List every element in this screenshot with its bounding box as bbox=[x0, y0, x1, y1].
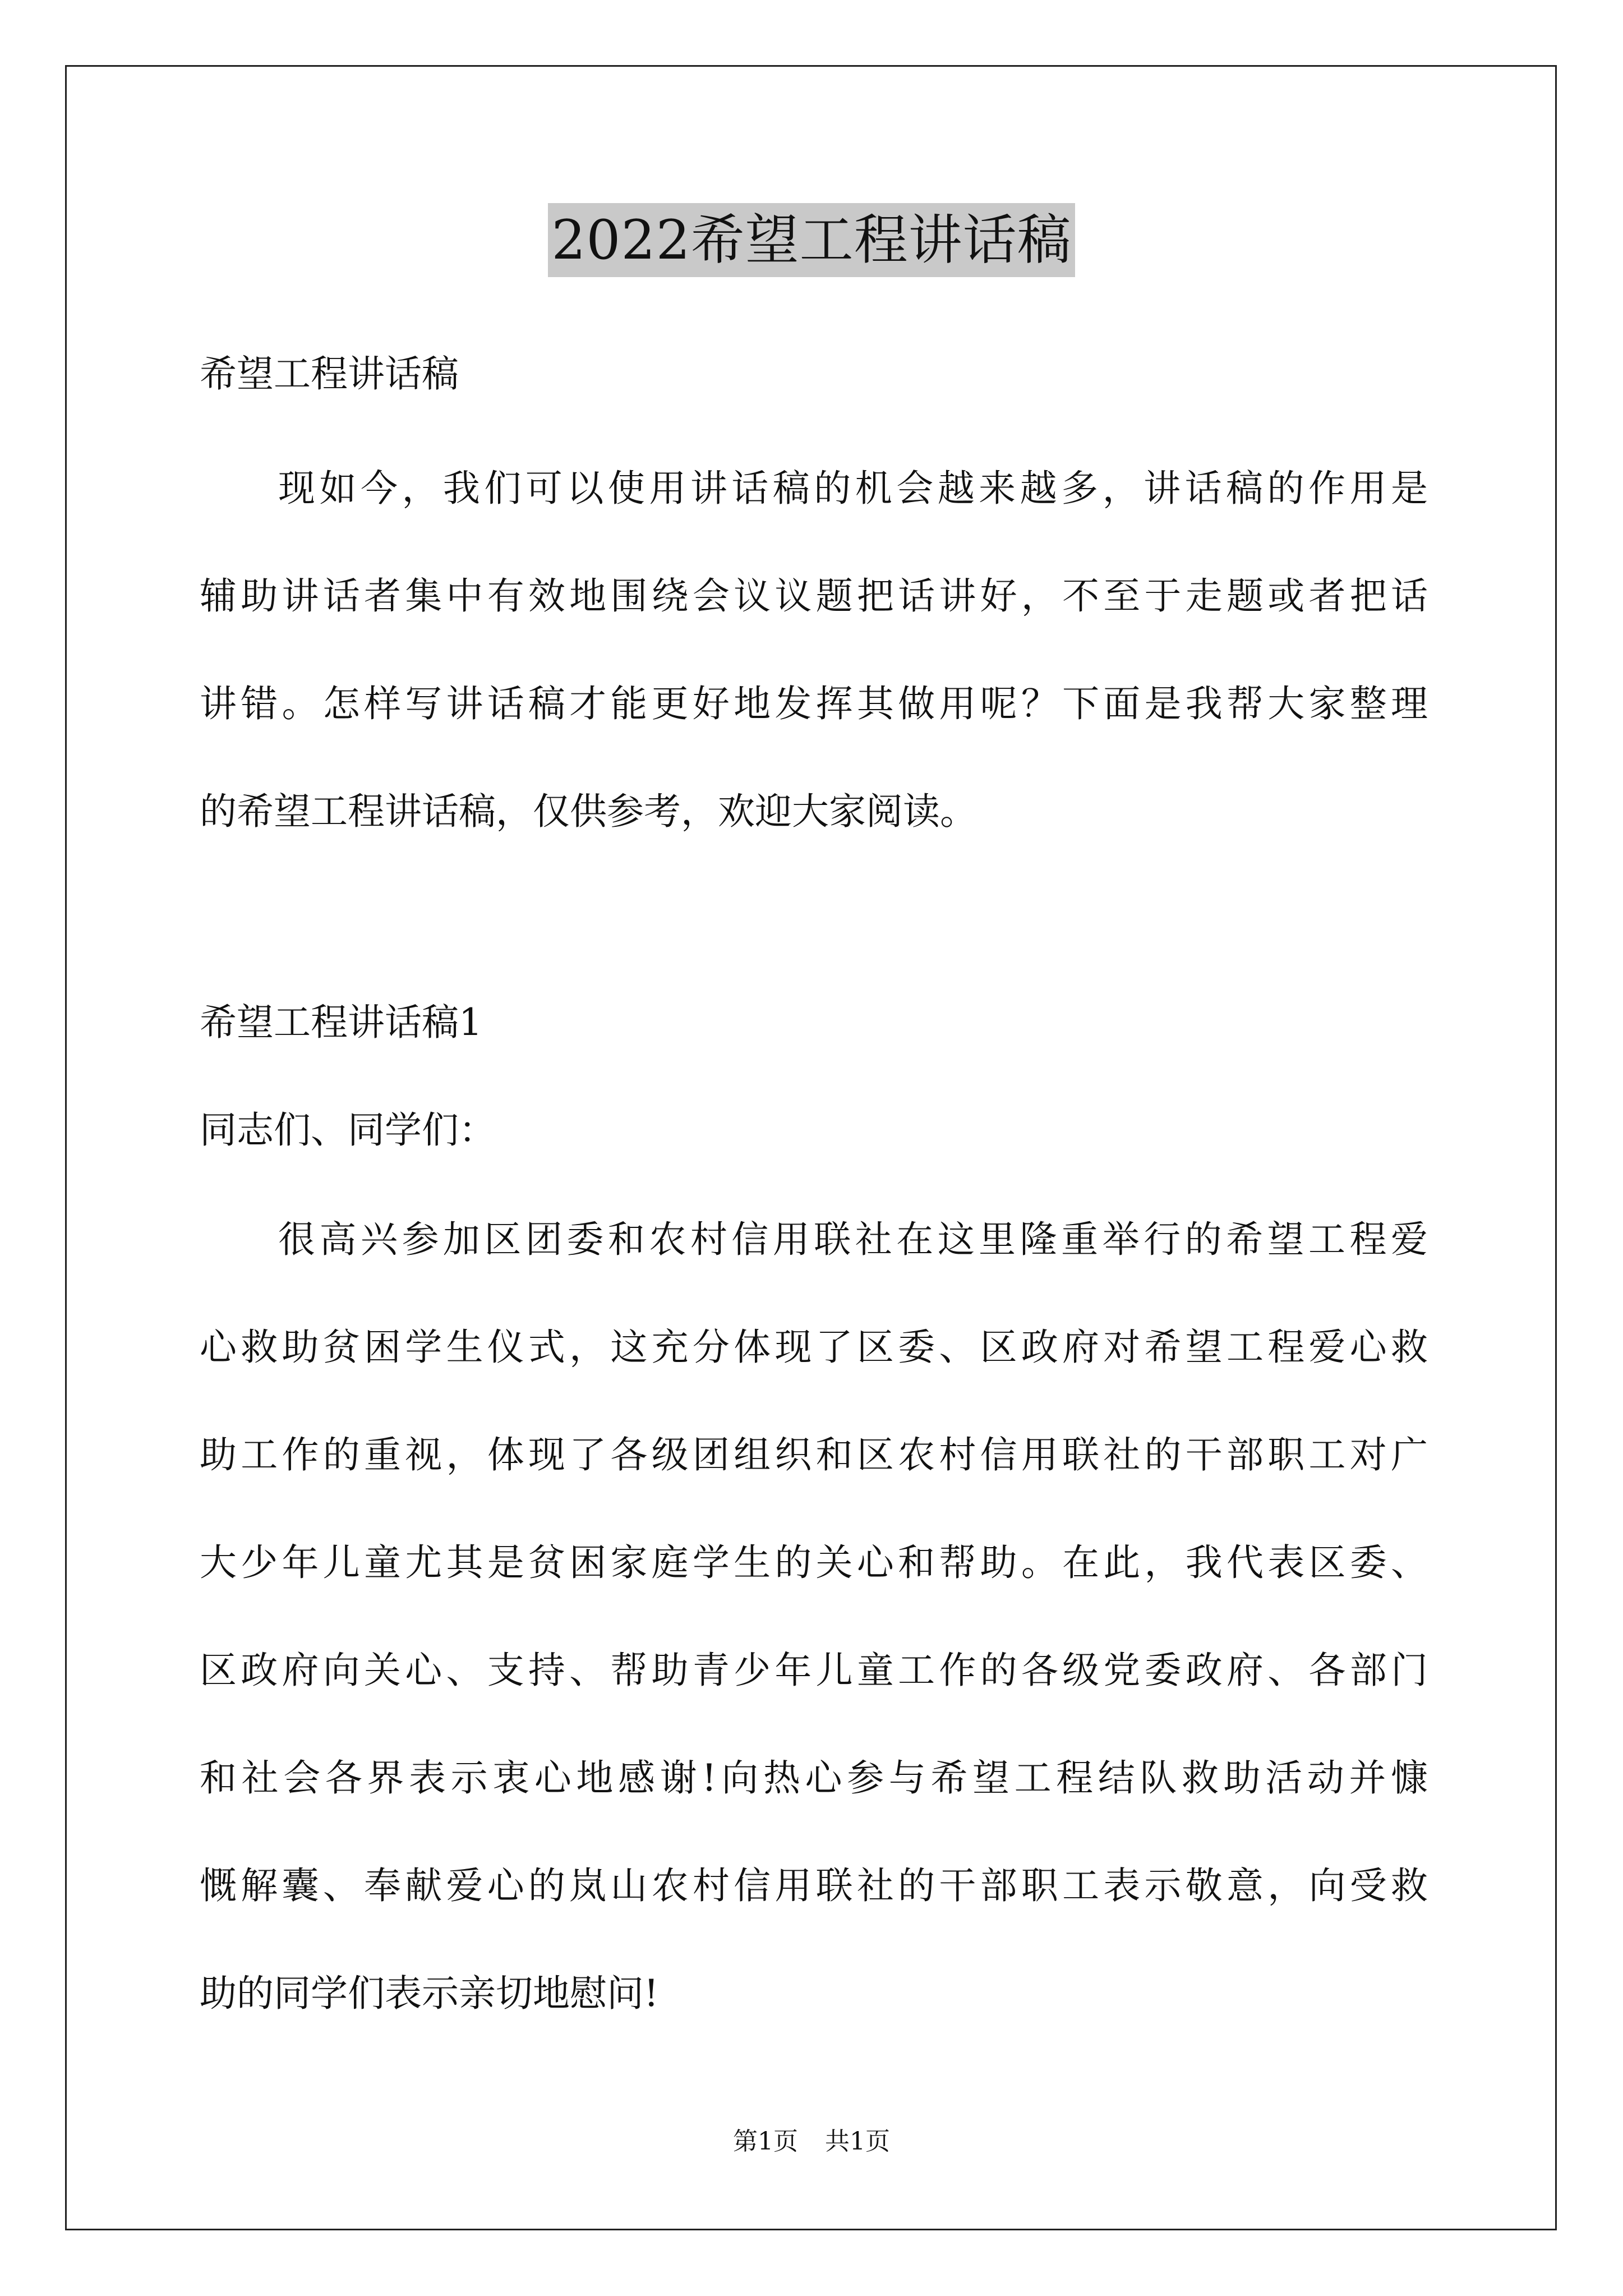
body-line: 心救助贫困学生仪式，这充分体现了区委、区政府对希望工程爱心救 bbox=[200, 1326, 1428, 1369]
document-title: 2022希望工程讲话稿 bbox=[548, 203, 1075, 277]
page-number-total: 共1页 bbox=[825, 2127, 890, 2156]
salutation: 同志们、同学们： bbox=[200, 1108, 496, 1152]
body-line: 助工作的重视，体现了各级团组织和区农村信用联社的干部职工对广 bbox=[200, 1433, 1428, 1476]
page-footer bbox=[0, 2125, 1623, 2159]
body-line: 慨解囊、奉献爱心的岚山农村信用联社的干部职工表示敬意，向受救 bbox=[200, 1864, 1428, 1907]
body-line: 很高兴参加区团委和农村信用联社在这里隆重举行的希望工程爱 bbox=[278, 1218, 1428, 1261]
body-line: 区政府向关心、支持、帮助青少年儿童工作的各级党委政府、各部门 bbox=[200, 1649, 1428, 1692]
title-container bbox=[0, 203, 1623, 277]
subtitle: 希望工程讲话稿 bbox=[200, 352, 459, 395]
intro-line: 辅助讲话者集中有效地围绕会议议题把话讲好，不至于走题或者把话 bbox=[200, 574, 1428, 618]
page-number-current: 第1页 bbox=[733, 2127, 798, 2156]
body-line: 助的同学们表示亲切地慰问! bbox=[200, 1972, 659, 2015]
intro-line: 讲错。怎样写讲话稿才能更好地发挥其做用呢？下面是我帮大家整理 bbox=[200, 682, 1428, 725]
body-line: 大少年儿童尤其是贫困家庭学生的关心和帮助。在此，我代表区委、 bbox=[200, 1541, 1428, 1584]
body-line: 和社会各界表示衷心地感谢!向热心参与希望工程结队救助活动并慷 bbox=[200, 1756, 1428, 1800]
intro-line: 的希望工程讲话稿，仅供参考，欢迎大家阅读。 bbox=[200, 790, 977, 833]
intro-line: 现如今，我们可以使用讲话稿的机会越来越多，讲话稿的作用是 bbox=[278, 467, 1428, 510]
section-heading: 希望工程讲话稿1 bbox=[200, 1001, 482, 1044]
